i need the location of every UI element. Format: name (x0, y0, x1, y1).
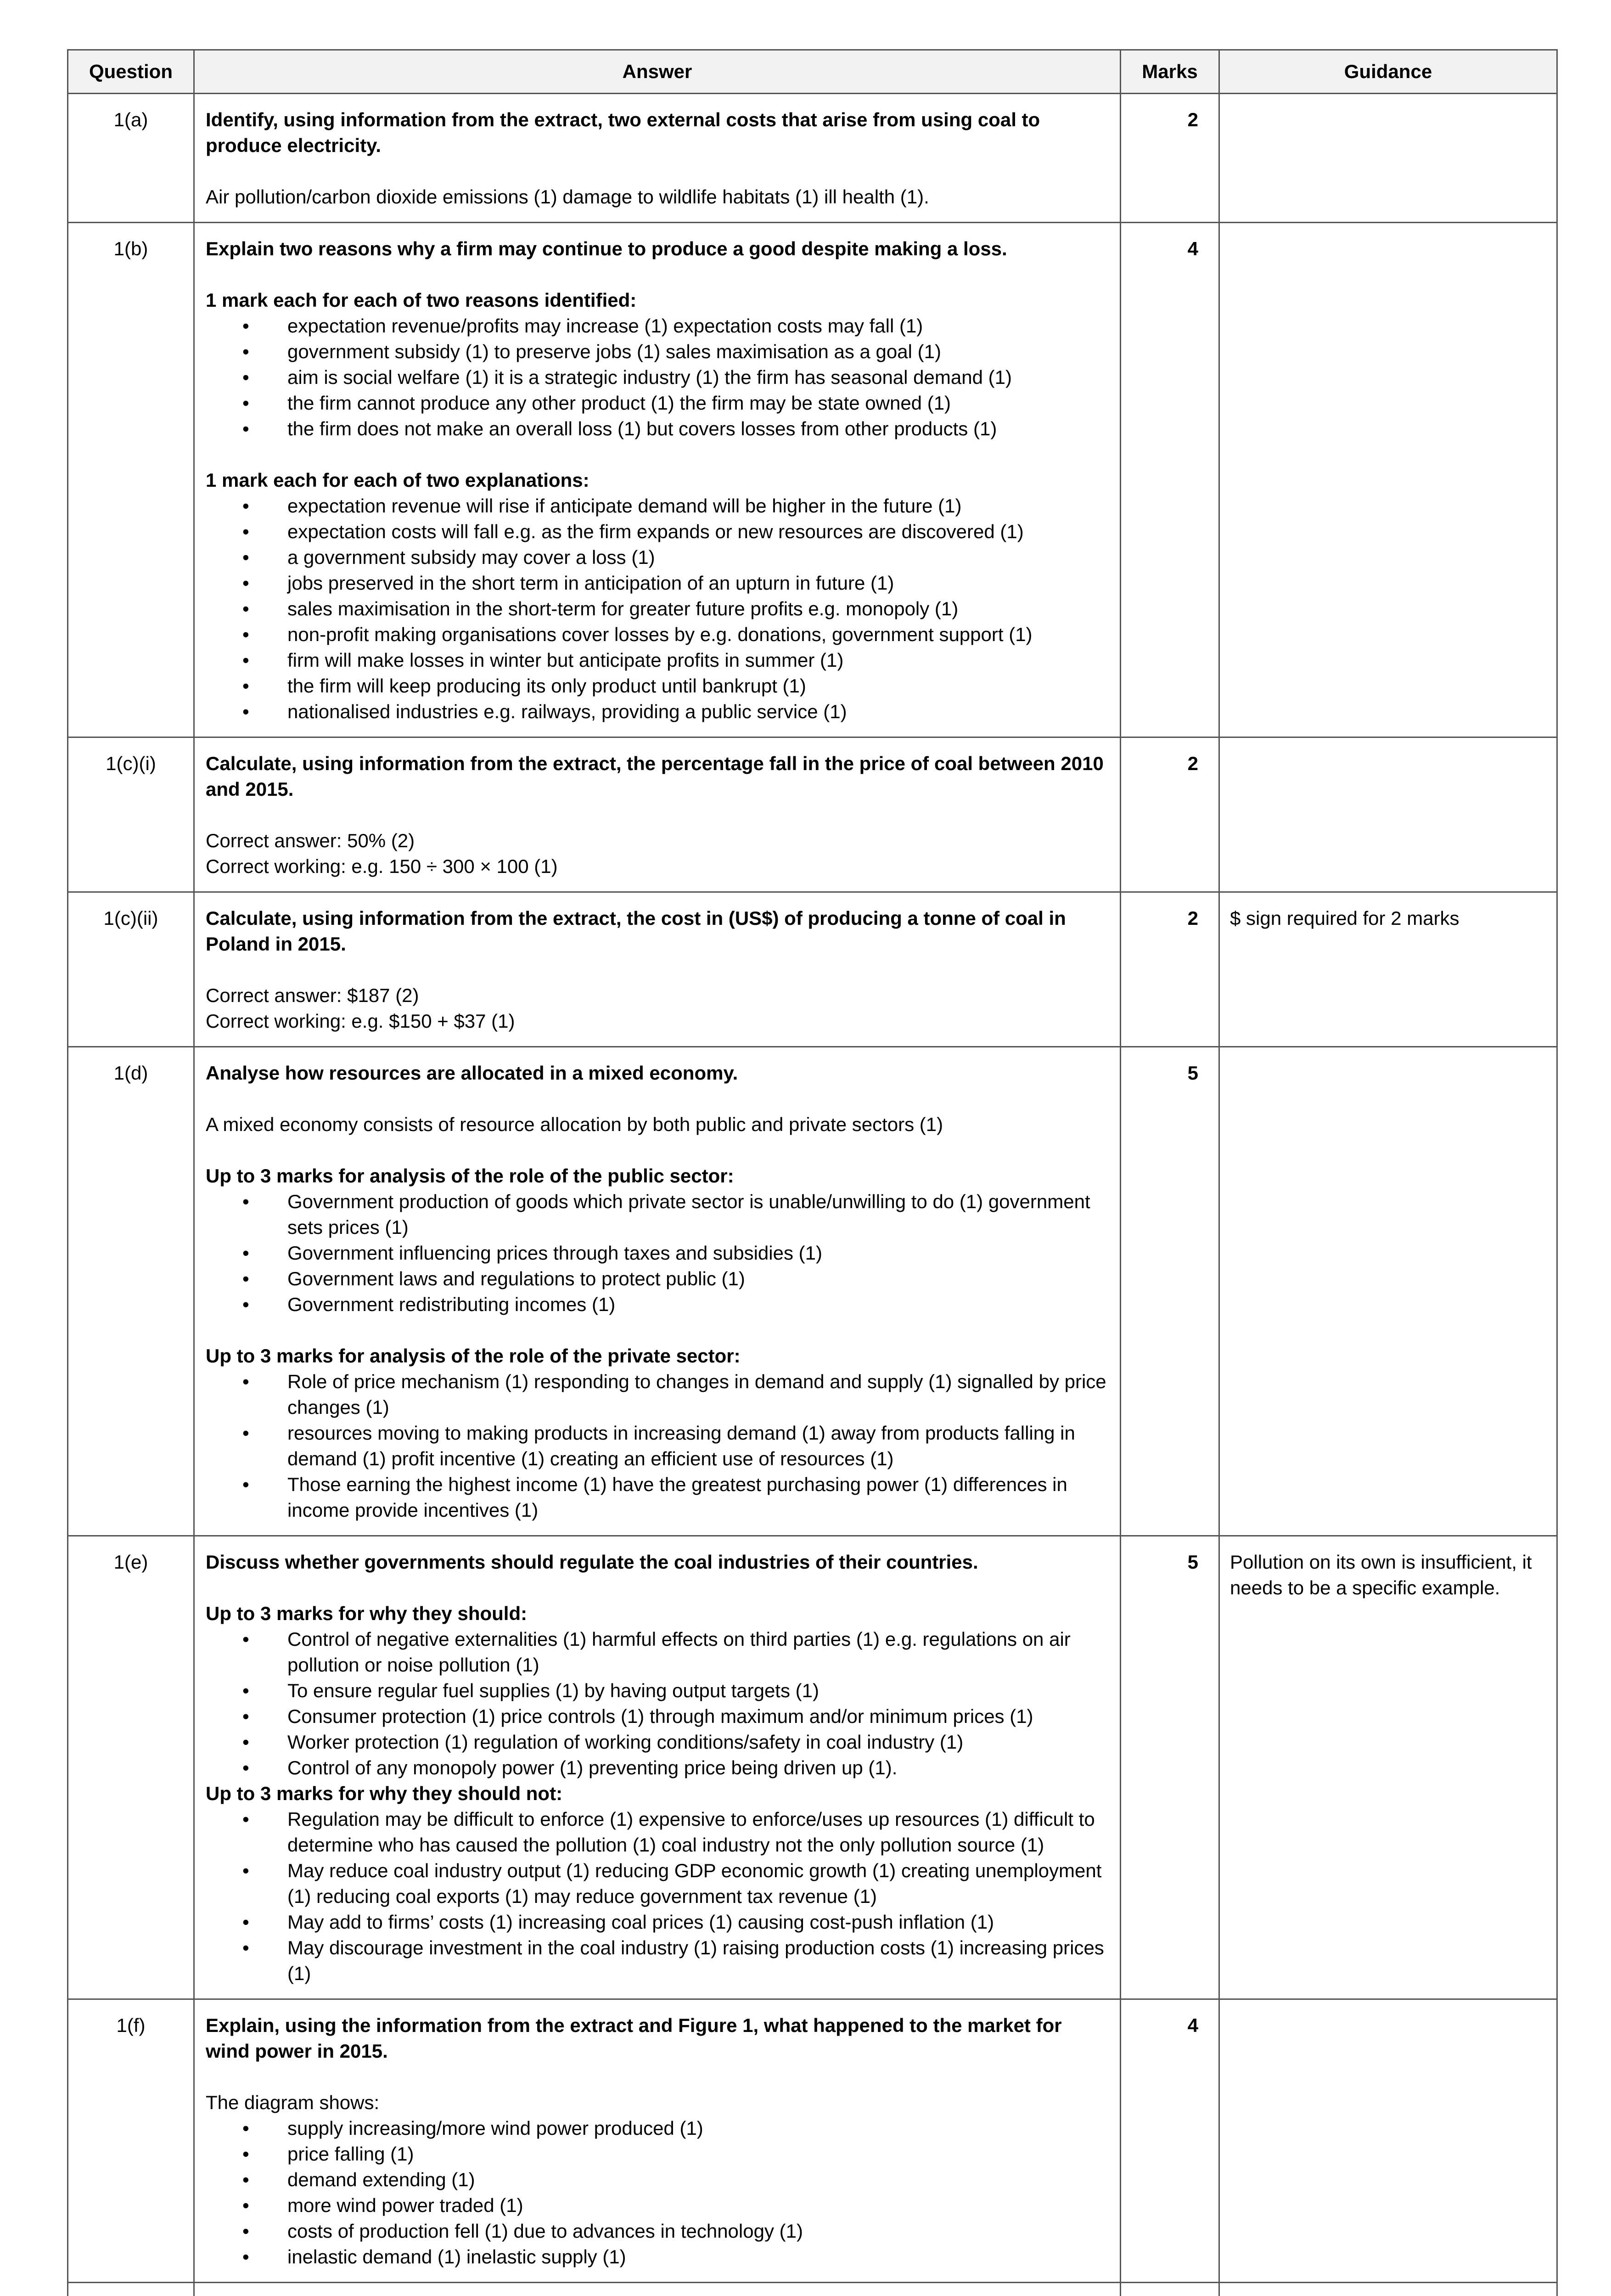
list-item: • costs of production fell (1) due to advances in technology (1) (287, 2218, 1109, 2244)
table-row (68, 223, 1557, 737)
question-text: Discuss whether governments should regulate the coal industries of their countries. (206, 1551, 978, 1573)
bullet-list (206, 1369, 1109, 1523)
answer-cell (194, 223, 1121, 737)
mark-scheme-table (67, 49, 1558, 2296)
list-item: • resources moving to making products in increasing demand (1) away from products falling in demand (1) profit incentive (1) creating an efficient use of resources (1) (287, 1420, 1109, 1472)
answer-text: Air pollution/carbon dioxide emissions (1) damage to wildlife habitats (1) ill health (1). (206, 186, 929, 208)
marks-cell: 5 (1121, 1047, 1219, 1536)
marks-cell: 2 (1121, 94, 1219, 223)
guidance-cell (1219, 1999, 1557, 2283)
table-row (68, 737, 1557, 892)
list-item: • expectation costs will fall e.g. as the firm expands or new resources are discovered (1) (287, 519, 1109, 545)
marks-cell: 5 (1121, 1536, 1219, 1999)
list-item: • Role of price mechanism (1) responding to changes in demand and supply (1) signalled by price changes (1) (287, 1369, 1109, 1420)
question-text: Explain, using the information from the extract and Figure 1, what happened to the market for wind power in 2015. (206, 2015, 1062, 2062)
question-number: 1(d) (68, 1047, 194, 1536)
guidance-cell (1219, 1047, 1557, 1536)
list-item: • Consumer protection (1) price controls (1) through maximum and/or minimum prices (1) (287, 1704, 1109, 1729)
section-heading: The diagram shows: (206, 2092, 380, 2113)
guidance-cell (1219, 737, 1557, 892)
list-item: • Those earning the highest income (1) have the greatest purchasing power (1) differences in income provide incentives (1) (287, 1472, 1109, 1523)
question-text: Analyse how resources are allocated in a mixed economy. (206, 1062, 738, 1084)
list-item: • expectation revenue/profits may increase (1) expectation costs may fall (1) (287, 313, 1109, 339)
list-item: • expectation revenue will rise if anticipate demand will be higher in the future (1) (287, 493, 1109, 519)
marks-cell: 4 (1121, 223, 1219, 737)
answer-cell (194, 1047, 1121, 1536)
list-item: • firm will make losses in winter but anticipate profits in summer (1) (287, 647, 1109, 673)
header-row (68, 50, 1557, 94)
list-item: • demand extending (1) (287, 2167, 1109, 2193)
list-item: • Government laws and regulations to protect public (1) (287, 1266, 1109, 1292)
header-question: Question (68, 50, 194, 94)
marks-cell: 2 (1121, 892, 1219, 1047)
marks-cell: 4 (1121, 1999, 1219, 2283)
guidance-cell: $ sign required for 2 marks (1219, 892, 1557, 1047)
question-text: Calculate, using information from the extract, the percentage fall in the price of coal between 2010 and 2015. (206, 753, 1104, 800)
question-text: Calculate, using information from the extract, the cost in (US$) of producing a tonne of coal in Poland in 2015. (206, 907, 1066, 955)
section-heading: Up to 3 marks for analysis of the role of the public sector: (206, 1165, 734, 1187)
question-number: 1(f) (68, 1999, 194, 2283)
list-item: • supply increasing/more wind power produced (1) (287, 2116, 1109, 2141)
list-item: • price falling (1) (287, 2141, 1109, 2167)
answer-line: Correct working: e.g. $150 + $37 (1) (206, 1010, 515, 1032)
marks-cell: 2 (1121, 737, 1219, 892)
answer-line: Correct working: e.g. 150 ÷ 300 × 100 (1) (206, 855, 558, 877)
answer-text: A mixed economy consists of resource allocation by both public and private sectors (1) (206, 1114, 943, 1135)
list-item: • non-profit making organisations cover losses by e.g. donations, government support (1) (287, 622, 1109, 647)
list-item: • May add to firms’ costs (1) increasing coal prices (1) causing cost-push inflation (1) (287, 1909, 1109, 1935)
answer-line: Correct answer: $187 (2) (206, 985, 419, 1006)
list-item: • Control of any monopoly power (1) preventing price being driven up (1). (287, 1755, 1109, 1781)
list-item: • Control of negative externalities (1) harmful effects on third parties (1) e.g. regulations on air pollution or noise pollution (1) (287, 1626, 1109, 1678)
list-item: • the firm cannot produce any other product (1) the firm may be state owned (1) (287, 390, 1109, 416)
table-row (68, 94, 1557, 223)
list-item: • government subsidy (1) to preserve jobs (1) sales maximisation as a goal (1) (287, 339, 1109, 365)
list-item: • a government subsidy may cover a loss (1) (287, 545, 1109, 570)
answer-cell (194, 737, 1121, 892)
bullet-list (206, 1626, 1109, 1781)
question-number: 1(a) (68, 94, 194, 223)
list-item: • more wind power traded (1) (287, 2193, 1109, 2218)
section-heading: 1 mark each for each of two reasons identified: (206, 289, 637, 311)
answer-cell (194, 1536, 1121, 1999)
header-guidance: Guidance (1219, 50, 1557, 94)
list-item: • Worker protection (1) regulation of working conditions/safety in coal industry (1) (287, 1729, 1109, 1755)
table-row (68, 1536, 1557, 1999)
list-item: • May discourage investment in the coal industry (1) raising production costs (1) increasing prices (1) (287, 1935, 1109, 1986)
section-heading: 1 mark each for each of two explanations: (206, 469, 589, 491)
marks-cell (1121, 2283, 1219, 2296)
table-row (68, 2283, 1557, 2296)
question-number: 1(e) (68, 1536, 194, 1999)
header-marks: Marks (1121, 50, 1219, 94)
list-item: • Government redistributing incomes (1) (287, 1292, 1109, 1317)
question-number (68, 2283, 194, 2296)
guidance-cell (1219, 2283, 1557, 2296)
bullet-list (206, 493, 1109, 725)
list-item: • the firm will keep producing its only product until bankrupt (1) (287, 673, 1109, 699)
answer-line: Correct answer: 50% (2) (206, 830, 415, 851)
answer-cell (194, 1999, 1121, 2283)
section-heading: Up to 3 marks for analysis of the role of the private sector: (206, 1345, 741, 1367)
question-number: 1(c)(ii) (68, 892, 194, 1047)
question-number: 1(c)(i) (68, 737, 194, 892)
section-heading: Up to 3 marks for why they should not: (206, 1783, 563, 1804)
table-row (68, 1047, 1557, 1536)
table-row (68, 892, 1557, 1047)
table-row (68, 1999, 1557, 2283)
list-item: • May reduce coal industry output (1) reducing GDP economic growth (1) creating unemployment (1) reducing coal exports (1) may reduce government tax revenue (1) (287, 1858, 1109, 1909)
list-item: • inelastic demand (1) inelastic supply (1) (287, 2244, 1109, 2270)
question-number: 1(b) (68, 223, 194, 737)
bullet-list (206, 1806, 1109, 1986)
bullet-list (206, 313, 1109, 442)
answer-cell (194, 892, 1121, 1047)
list-item: • To ensure regular fuel supplies (1) by having output targets (1) (287, 1678, 1109, 1704)
guidance-cell (1219, 223, 1557, 737)
bullet-list (206, 2116, 1109, 2270)
bullet-list (206, 1189, 1109, 1317)
answer-cell (194, 2283, 1121, 2296)
list-item: • Government production of goods which private sector is unable/unwilling to do (1) government sets prices (1) (287, 1189, 1109, 1240)
question-text: Identify, using information from the extract, two external costs that arise from using coal to produce electricity. (206, 109, 1040, 156)
header-answer: Answer (194, 50, 1121, 94)
list-item: • nationalised industries e.g. railways, providing a public service (1) (287, 699, 1109, 725)
guidance-cell: Pollution on its own is insufficient, it needs to be a specific example. (1219, 1536, 1557, 1999)
list-item: • Government influencing prices through taxes and subsidies (1) (287, 1240, 1109, 1266)
list-item: • sales maximisation in the short-term for greater future profits e.g. monopoly (1) (287, 596, 1109, 622)
list-item: • the firm does not make an overall loss (1) but covers losses from other products (1) (287, 416, 1109, 442)
question-text: Explain two reasons why a firm may continue to produce a good despite making a loss. (206, 238, 1007, 259)
section-heading: Up to 3 marks for why they should: (206, 1603, 528, 1624)
list-item: • aim is social welfare (1) it is a strategic industry (1) the firm has seasonal demand (1) (287, 365, 1109, 390)
answer-cell (194, 94, 1121, 223)
list-item: • jobs preserved in the short term in anticipation of an upturn in future (1) (287, 570, 1109, 596)
guidance-cell (1219, 94, 1557, 223)
list-item: • Regulation may be difficult to enforce (1) expensive to enforce/uses up resources (1) difficult to determine who has caused the pollution (1) coal industry not the only pollution source (1) (287, 1806, 1109, 1858)
